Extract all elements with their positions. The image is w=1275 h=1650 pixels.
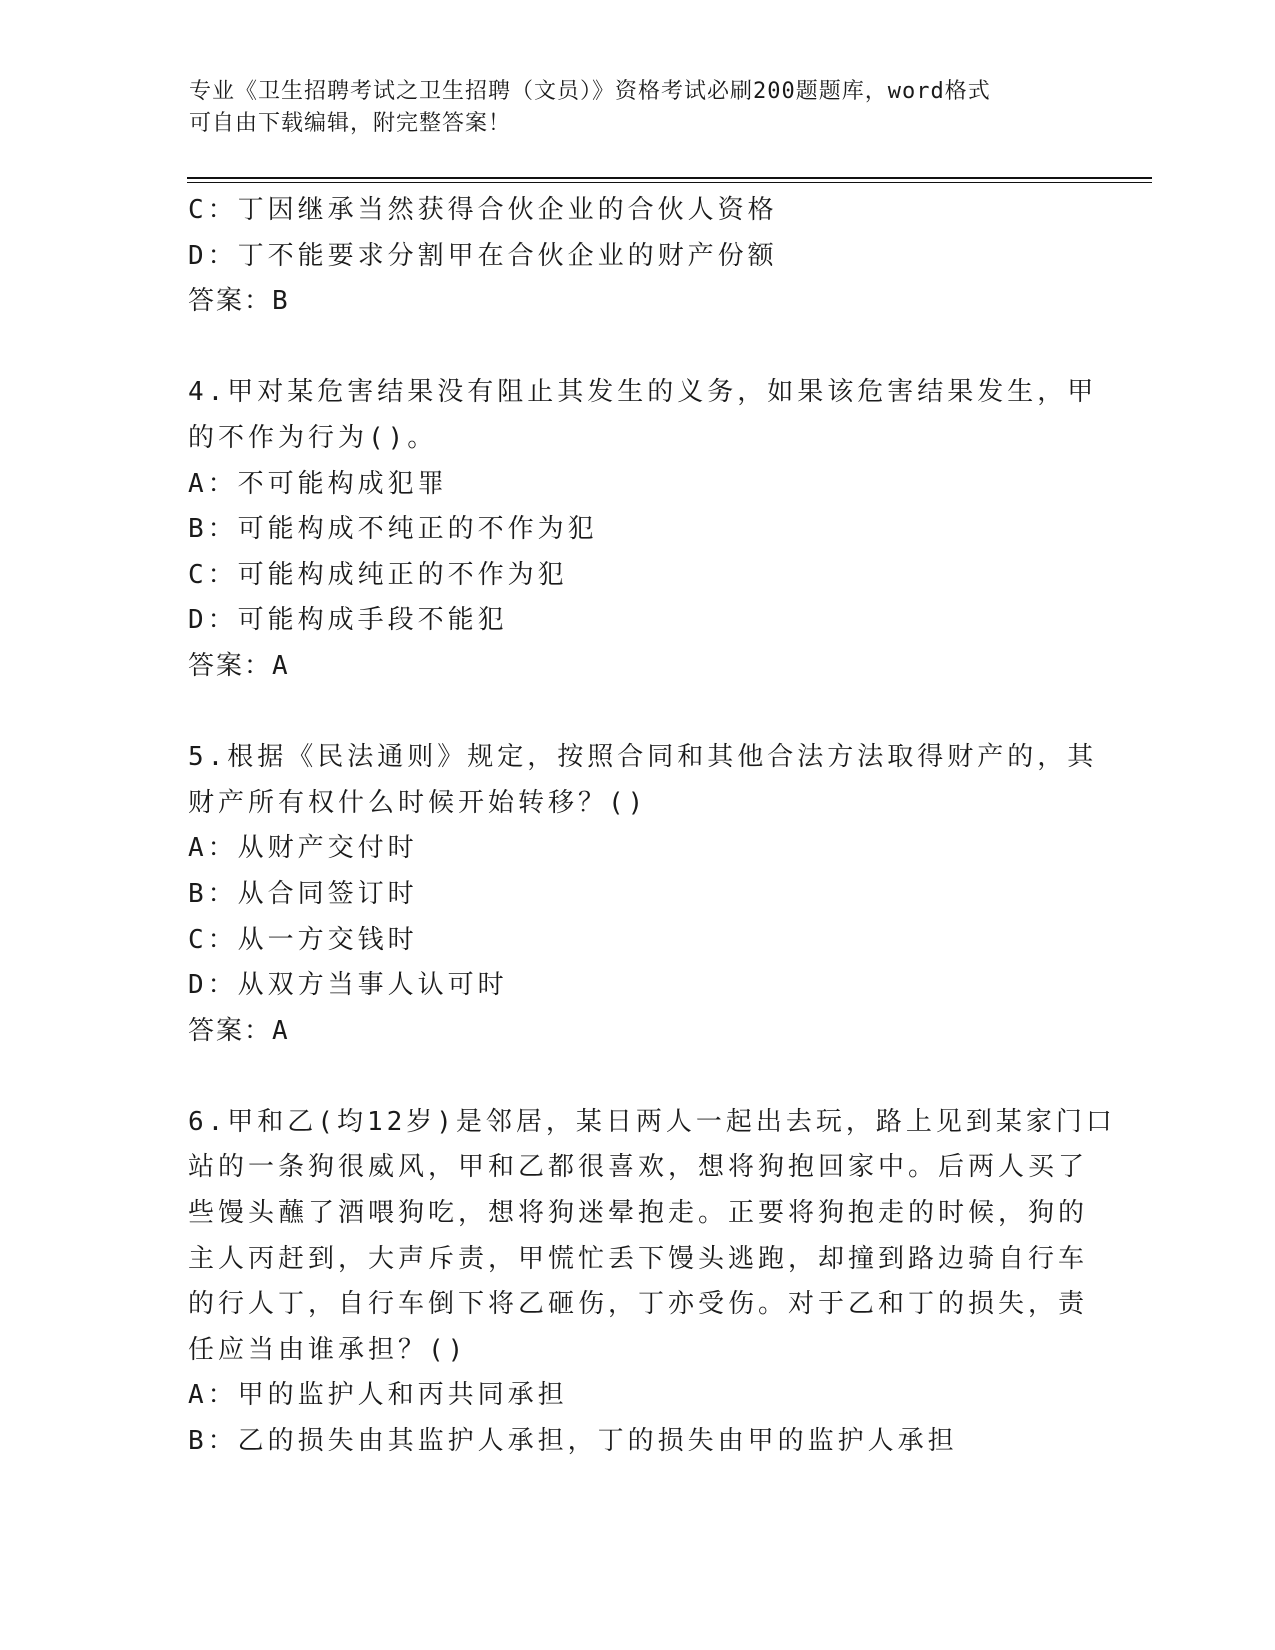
option-a: A：从财产交付时 <box>188 833 418 864</box>
spacer <box>188 325 1088 371</box>
option-c: C：丁因继承当然获得合伙企业的合伙人资格 <box>188 195 778 225</box>
spacer <box>188 690 1088 736</box>
option-a: A：甲的监护人和丙共同承担 <box>188 1380 568 1411</box>
question-stem: 6.甲和乙(均12岁)是邻居，某日两人一起出去玩，路上见到某家门口 <box>188 1106 1116 1137</box>
option-a: A：不可能构成犯罪 <box>188 468 448 499</box>
question-stem: 4.甲对某危害结果没有阻止其发生的义务，如果该危害结果发生，甲 <box>188 377 1098 408</box>
spacer <box>188 1054 1088 1100</box>
header-line-1: 专业《卫生招聘考试之卫生招聘（文员）》资格考试必刷200题题库，word格式 <box>189 79 991 104</box>
question-stem: 的不作为行为()。 <box>188 422 438 453</box>
option-c: C：从一方交钱时 <box>188 924 418 955</box>
option-d: D：从双方当事人认可时 <box>188 970 508 1001</box>
question-stem: 些馒头蘸了酒喂狗吃，想将狗迷晕抱走。正要将狗抱走的时候，狗的 <box>188 1198 1089 1229</box>
question-stem: 站的一条狗很威风，甲和乙都很喜欢，想将狗抱回家中。后两人买了 <box>188 1152 1089 1183</box>
question-stem: 财产所有权什么时候开始转移？() <box>188 787 648 818</box>
header-line-2: 可自由下载编辑，附完整答案！ <box>189 111 512 136</box>
question-3-tail <box>188 188 1088 325</box>
question-4 <box>188 370 1098 689</box>
option-c: C：可能构成纯正的不作为犯 <box>188 559 568 590</box>
option-b: B：从合同签订时 <box>188 878 418 909</box>
header-rule-thin <box>187 182 1152 183</box>
option-d: D：丁不能要求分割甲在合伙企业的财产份额 <box>188 240 778 271</box>
question-stem: 任应当由谁承担？() <box>188 1334 468 1365</box>
question-stem: 的行人丁，自行车倒下将乙砸伤，丁亦受伤。对于乙和丁的损失，责 <box>188 1289 1089 1320</box>
document-header <box>189 76 1089 140</box>
question-stem: 主人丙赶到，大声斥责，甲慌忙丢下馒头逃跑，却撞到路边骑自行车 <box>188 1243 1089 1274</box>
answer: 答案：A <box>188 650 290 681</box>
question-stem: 5.根据《民法通则》规定，按照合同和其他合法方法取得财产的，其 <box>188 742 1098 773</box>
option-b: B：乙的损失由其监护人承担，丁的损失由甲的监护人承担 <box>188 1426 958 1457</box>
header-rule-thick <box>187 177 1152 179</box>
document-body <box>188 188 1116 1465</box>
question-6 <box>188 1100 1116 1465</box>
answer: 答案：B <box>188 286 290 317</box>
option-b: B：可能构成不纯正的不作为犯 <box>188 514 598 545</box>
answer: 答案：A <box>188 1015 290 1046</box>
option-d: D：可能构成手段不能犯 <box>188 605 508 636</box>
question-5 <box>188 735 1098 1054</box>
